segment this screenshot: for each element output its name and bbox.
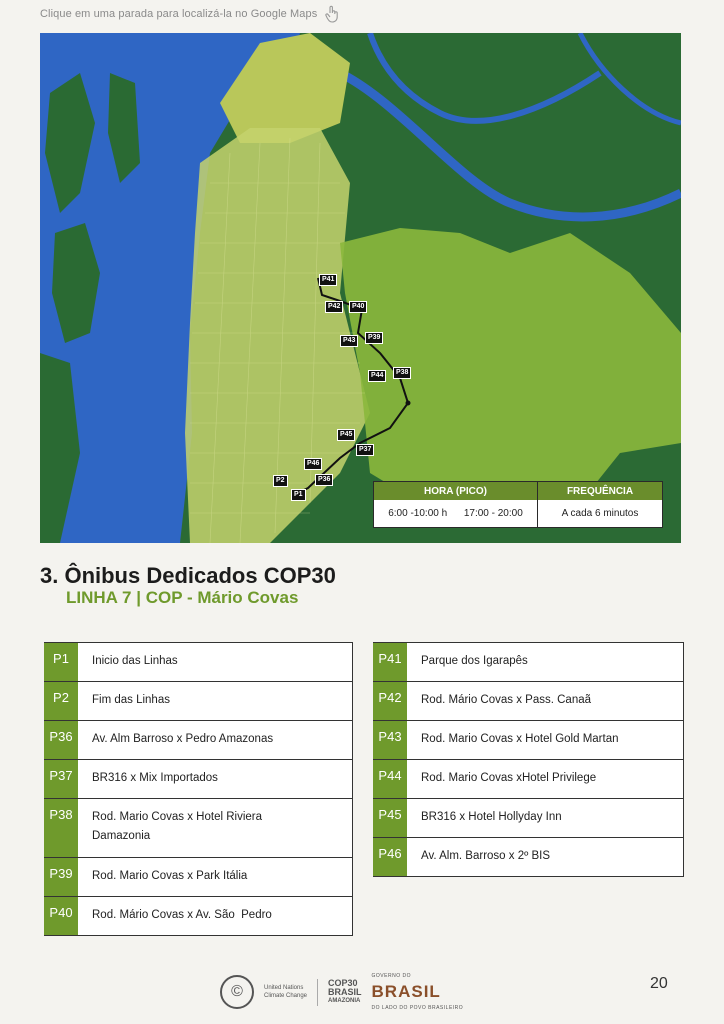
- stop-code: P44: [373, 760, 407, 798]
- footer-logos: [220, 968, 463, 1016]
- peak-hours-header: HORA (PICO): [374, 482, 538, 500]
- stop-name: BR316 x Hotel Hollyday Inn: [421, 811, 562, 823]
- stop-name: Av. Alm. Barroso x 2º BIS: [421, 850, 551, 862]
- stop-row[interactable]: [44, 643, 352, 682]
- stop-row[interactable]: [44, 760, 352, 799]
- map-stop-p40[interactable]: P40: [349, 301, 367, 313]
- stop-code: P39: [44, 858, 78, 896]
- stop-name: Parque dos Igarapês: [421, 655, 528, 667]
- stop-name: Inicio das Linhas: [92, 655, 178, 667]
- map-stop-p1[interactable]: P1: [291, 489, 306, 501]
- stop-row[interactable]: [44, 858, 352, 897]
- frequency-value: A cada 6 minutos: [561, 508, 639, 519]
- stop-row[interactable]: [44, 897, 352, 936]
- map-stop-p39[interactable]: P39: [365, 332, 383, 344]
- cop-line3: AMAZONIA: [328, 997, 361, 1004]
- map-stop-p44[interactable]: P44: [368, 370, 386, 382]
- stop-row[interactable]: [44, 682, 352, 721]
- stop-code: P2: [44, 682, 78, 720]
- map-hint: [40, 5, 341, 23]
- stop-code: P43: [373, 721, 407, 759]
- section-subtitle: LINHA 7 | COP - Mário Covas: [66, 588, 299, 607]
- map-hint-text: Clique em uma parada para localizá-la no Google Maps: [40, 8, 318, 20]
- stop-code: P41: [373, 643, 407, 681]
- section-title: 3. Ônibus Dedicados COP30: [40, 563, 336, 588]
- governo-brasil-logo: [372, 968, 464, 1016]
- stop-code: P37: [44, 760, 78, 798]
- stop-name: Rod. Mario Covas x Hotel Riviera Damazonia: [92, 811, 263, 842]
- un-line1: United Nations: [264, 985, 304, 991]
- map-graphic: [40, 33, 681, 543]
- map-stop-p43[interactable]: P43: [340, 335, 358, 347]
- stop-name: Rod. Mário Covas x Pass. Canaã: [421, 694, 592, 706]
- map-stop-p36[interactable]: P36: [315, 474, 333, 486]
- pointer-hand-icon: [323, 5, 341, 23]
- un-climate-logo-icon: ©: [220, 975, 254, 1009]
- map-stop-p2[interactable]: P2: [273, 475, 288, 487]
- peak-hours-value: 6:00 -10:00 h 17:00 - 20:00: [374, 500, 538, 527]
- stop-name: Rod. Mário Covas x Av. São Pedro: [92, 909, 272, 921]
- stop-code: P46: [373, 838, 407, 876]
- stop-row[interactable]: [373, 721, 683, 760]
- map-stop-p41[interactable]: P41: [319, 274, 337, 286]
- stop-name: Rod. Mario Covas xHotel Privilege: [421, 772, 597, 784]
- map-stop-p38[interactable]: P38: [393, 367, 411, 379]
- map-stop-p45[interactable]: P45: [337, 429, 355, 441]
- stops-table-right: [373, 642, 684, 877]
- gov-line2: BRASIL: [371, 982, 441, 1001]
- page-number: 20: [650, 975, 668, 992]
- stop-code: P40: [44, 897, 78, 935]
- stop-name: Rod. Mario Covas x Hotel Gold Martan: [421, 733, 619, 745]
- stop-name: BR316 x Mix Importados: [92, 772, 218, 784]
- stop-code: P42: [373, 682, 407, 720]
- map-stop-p42[interactable]: P42: [325, 301, 343, 313]
- stop-name: Av. Alm Barroso x Pedro Amazonas: [92, 733, 274, 745]
- gov-line3: DO LADO DO POVO BRASILEIRO: [371, 1005, 464, 1011]
- stop-code: P38: [44, 799, 78, 857]
- stop-code: P45: [373, 799, 407, 837]
- stop-row[interactable]: [44, 721, 352, 760]
- frequency-table: [373, 481, 663, 528]
- cop30-logo: [317, 979, 362, 1006]
- stops-table-left: [44, 642, 353, 936]
- map-stop-p46[interactable]: P46: [304, 458, 322, 470]
- stop-row[interactable]: [373, 760, 683, 799]
- un-climate-text: [264, 984, 307, 1000]
- stop-name: Fim das Linhas: [92, 694, 170, 706]
- map-stop-p37[interactable]: P37: [356, 444, 374, 456]
- stop-row[interactable]: [373, 838, 683, 877]
- cop-line2: BRASIL: [328, 986, 362, 997]
- frequency-header: FREQUÊNCIA: [566, 485, 634, 497]
- stop-code: P1: [44, 643, 78, 681]
- stop-code: P36: [44, 721, 78, 759]
- stop-row[interactable]: [373, 682, 683, 721]
- stop-row[interactable]: [373, 799, 683, 838]
- stop-name: Rod. Mario Covas x Park Itália: [92, 870, 248, 882]
- un-line2: Climate Change: [264, 993, 308, 999]
- route-map[interactable]: [40, 33, 681, 543]
- stop-row[interactable]: [373, 643, 683, 682]
- cop-line1: COP30: [328, 977, 358, 988]
- stop-row[interactable]: [44, 799, 352, 858]
- gov-line1: GOVERNO DO: [371, 973, 411, 979]
